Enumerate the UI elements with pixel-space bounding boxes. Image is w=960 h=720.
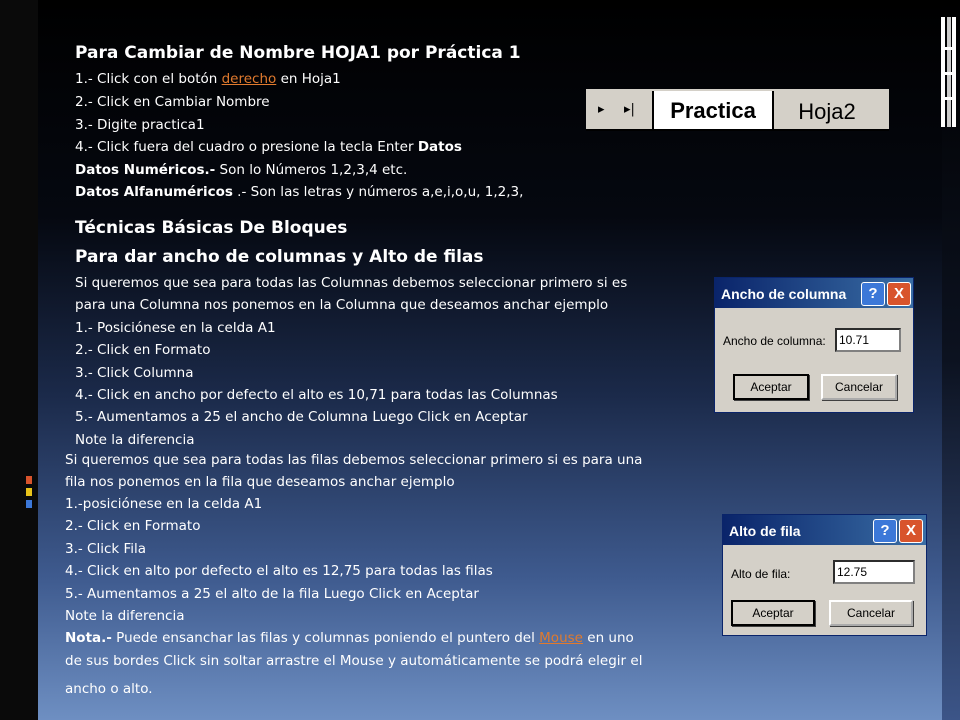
dialog-titlebar [715,278,913,308]
section3-intro-line2: fila nos ponemos en la fila que deseamos anchar ejemplo [65,474,455,490]
cancel-button[interactable]: Cancelar [821,374,897,400]
mouse-link[interactable]: Mouse [539,630,583,646]
section2-intro-line1: Si queremos que sea para todas las Columnas debemos seleccionar primero si es [75,275,628,291]
section1-step3: 3.- Digite practica1 [75,117,205,133]
cancel-button[interactable]: Cancelar [829,600,913,626]
column-width-dialog [714,277,914,413]
nota-line1: Nota.- Puede ensanchar las filas y columnas poniendo el puntero del Mouse en uno [65,630,634,646]
section1-step2: 2.- Click en Cambiar Nombre [75,94,270,110]
dialog-title: Ancho de columna [721,286,847,302]
dialog-titlebar [723,515,926,545]
accept-button[interactable]: Aceptar [731,600,815,626]
help-icon[interactable]: ? [861,282,885,306]
section2-subtitle: Para dar ancho de columnas y Alto de filas [75,247,484,267]
section3-step1: 1.-posiciónese en la celda A1 [65,496,263,512]
sheet-tab-practica: Practica [652,91,774,131]
section1-step4: 4.- Click fuera del cuadro o presione la tecla Enter Datos [75,139,462,155]
section2-intro-line2: para una Columna nos ponemos en la Columna que deseamos anchar ejemplo [75,297,609,313]
row-height-label: Alto de fila: [731,567,791,581]
deco-square-red [26,476,32,484]
section2-step1: 1.- Posiciónese en la celda A1 [75,320,276,336]
section2-step4: 4.- Click en ancho por defecto el alto es 10,71 para todas las Columnas [75,387,558,403]
section3-intro-line1: Si queremos que sea para todas las filas debemos seleccionar primero si es para una [65,452,643,468]
scroll-last-icon: ▸| [624,102,635,117]
column-width-field[interactable]: 10.71 [835,328,901,352]
sheet-tab-hoja2: Hoja2 [798,99,856,124]
derecho-link[interactable]: derecho [221,71,277,87]
numeric-data-definition: Datos Numéricos.- Son lo Números 1,2,3,4 etc. [75,162,408,178]
close-icon[interactable]: X [887,282,911,306]
tab-scroll-arrows [590,89,650,131]
section1-step1: 1.- Click con el botón derecho en Hoja1 [75,71,341,87]
help-icon[interactable]: ? [873,519,897,543]
section3-step2: 2.- Click en Formato [65,518,201,534]
nota-line2: de sus bordes Click sin soltar arrastre el Mouse y automáticamente se podrá elegir el [65,653,643,669]
section2-step2: 2.- Click en Formato [75,342,211,358]
section3-step5: 5.- Aumentamos a 25 el alto de la fila Luego Click en Aceptar [65,586,479,602]
section2-step3: 3.- Click Columna [75,365,194,381]
scroll-right-icon: ▸ [598,102,605,117]
left-decorative-bar [0,0,38,720]
section3-note: Note la diferencia [65,608,185,624]
section2-note: Note la diferencia [75,432,195,448]
deco-square-yellow [26,488,32,496]
close-icon[interactable]: X [899,519,923,543]
nota-line3: ancho o alto. [65,681,153,697]
sheet-tabs-image [586,89,889,131]
section3-step4: 4.- Click en alto por defecto el alto es 12,75 para todas las filas [65,563,493,579]
section3-step3: 3.- Click Fila [65,541,147,557]
row-height-field[interactable]: 12.75 [833,560,915,584]
section2-step5: 5.- Aumentamos a 25 el ancho de Columna Luego Click en Aceptar [75,409,528,425]
dialog-title: Alto de fila [729,523,801,539]
column-width-label: Ancho de columna: [723,334,826,348]
alphanumeric-data-definition: Datos Alfanuméricos .- Son las letras y números a,e,i,o,u, 1,2,3, [75,184,524,200]
row-height-dialog [722,514,927,636]
section2-title: Técnicas Básicas De Bloques [75,218,348,238]
section1-title: Para Cambiar de Nombre HOJA1 por Práctica 1 [75,43,521,63]
deco-square-blue [26,500,32,508]
top-right-decoration [941,17,955,127]
accept-button[interactable]: Aceptar [733,374,809,400]
